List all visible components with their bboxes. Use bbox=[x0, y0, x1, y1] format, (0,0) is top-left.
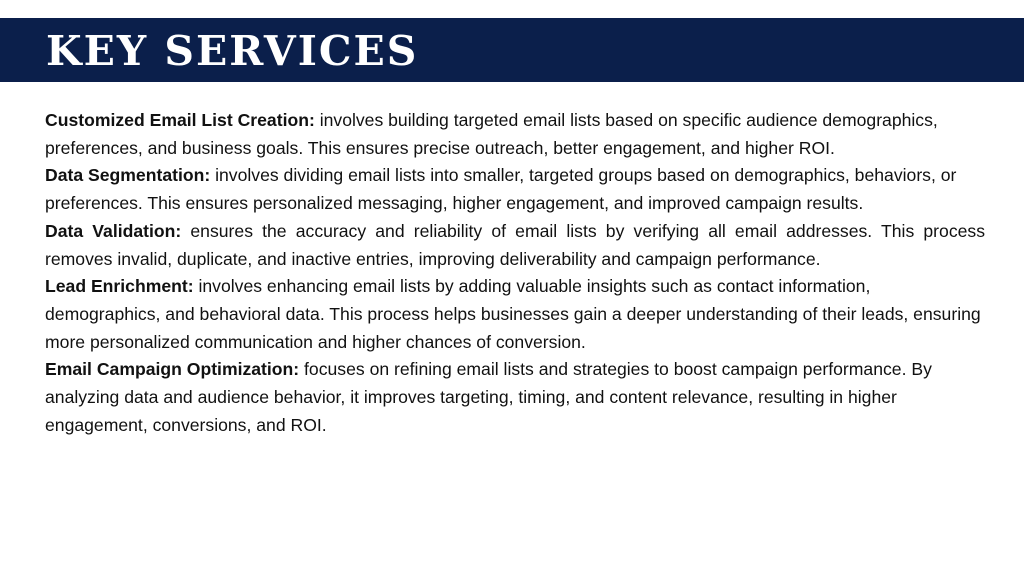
title-bar bbox=[0, 18, 1024, 82]
service-description: ensures the accuracy and reliability of email lists by verifying all email addresses. This process removes invalid, duplicate, and inactive entries, improving deliverability and campaign performance. bbox=[45, 220, 985, 269]
service-description: involves enhancing email lists by adding valuable insights such as contact information, demographics, and behavioral data. This process helps businesses gain a deeper understanding of their leads, ensuring more personalized communication and higher chances of conversion. bbox=[45, 276, 981, 352]
service-item-campaign-optimization bbox=[45, 356, 985, 439]
service-description: involves building targeted email lists based on specific audience demographics, preferences, and business goals. This ensures precise outreach, better engagement, and higher ROI. bbox=[45, 110, 938, 158]
service-description: involves dividing email lists into smaller, targeted groups based on demographics, behaviors, or preferences. This ensures personalized messaging, higher engagement, and improved campaign results. bbox=[45, 165, 957, 214]
service-name: Email Campaign Optimization: bbox=[45, 359, 300, 380]
service-item-lead-enrichment bbox=[45, 273, 985, 356]
service-item-email-list-creation bbox=[45, 107, 985, 162]
service-description: focuses on refining email lists and strategies to boost campaign performance. By analyzing data and audience behavior, it improves targeting, timing, and content relevance, resulting in higher engagement, conversions, and ROI. bbox=[45, 359, 932, 435]
service-item-data-segmentation bbox=[45, 162, 985, 217]
service-name: Data Segmentation: bbox=[45, 165, 211, 186]
service-name: Lead Enrichment: bbox=[45, 276, 194, 297]
service-name: Customized Email List Creation: bbox=[45, 110, 315, 130]
service-name: Data Validation: bbox=[45, 220, 182, 241]
services-list bbox=[45, 107, 985, 439]
service-item-data-validation bbox=[45, 218, 985, 273]
page-title: KEY SERVICES bbox=[46, 27, 419, 75]
